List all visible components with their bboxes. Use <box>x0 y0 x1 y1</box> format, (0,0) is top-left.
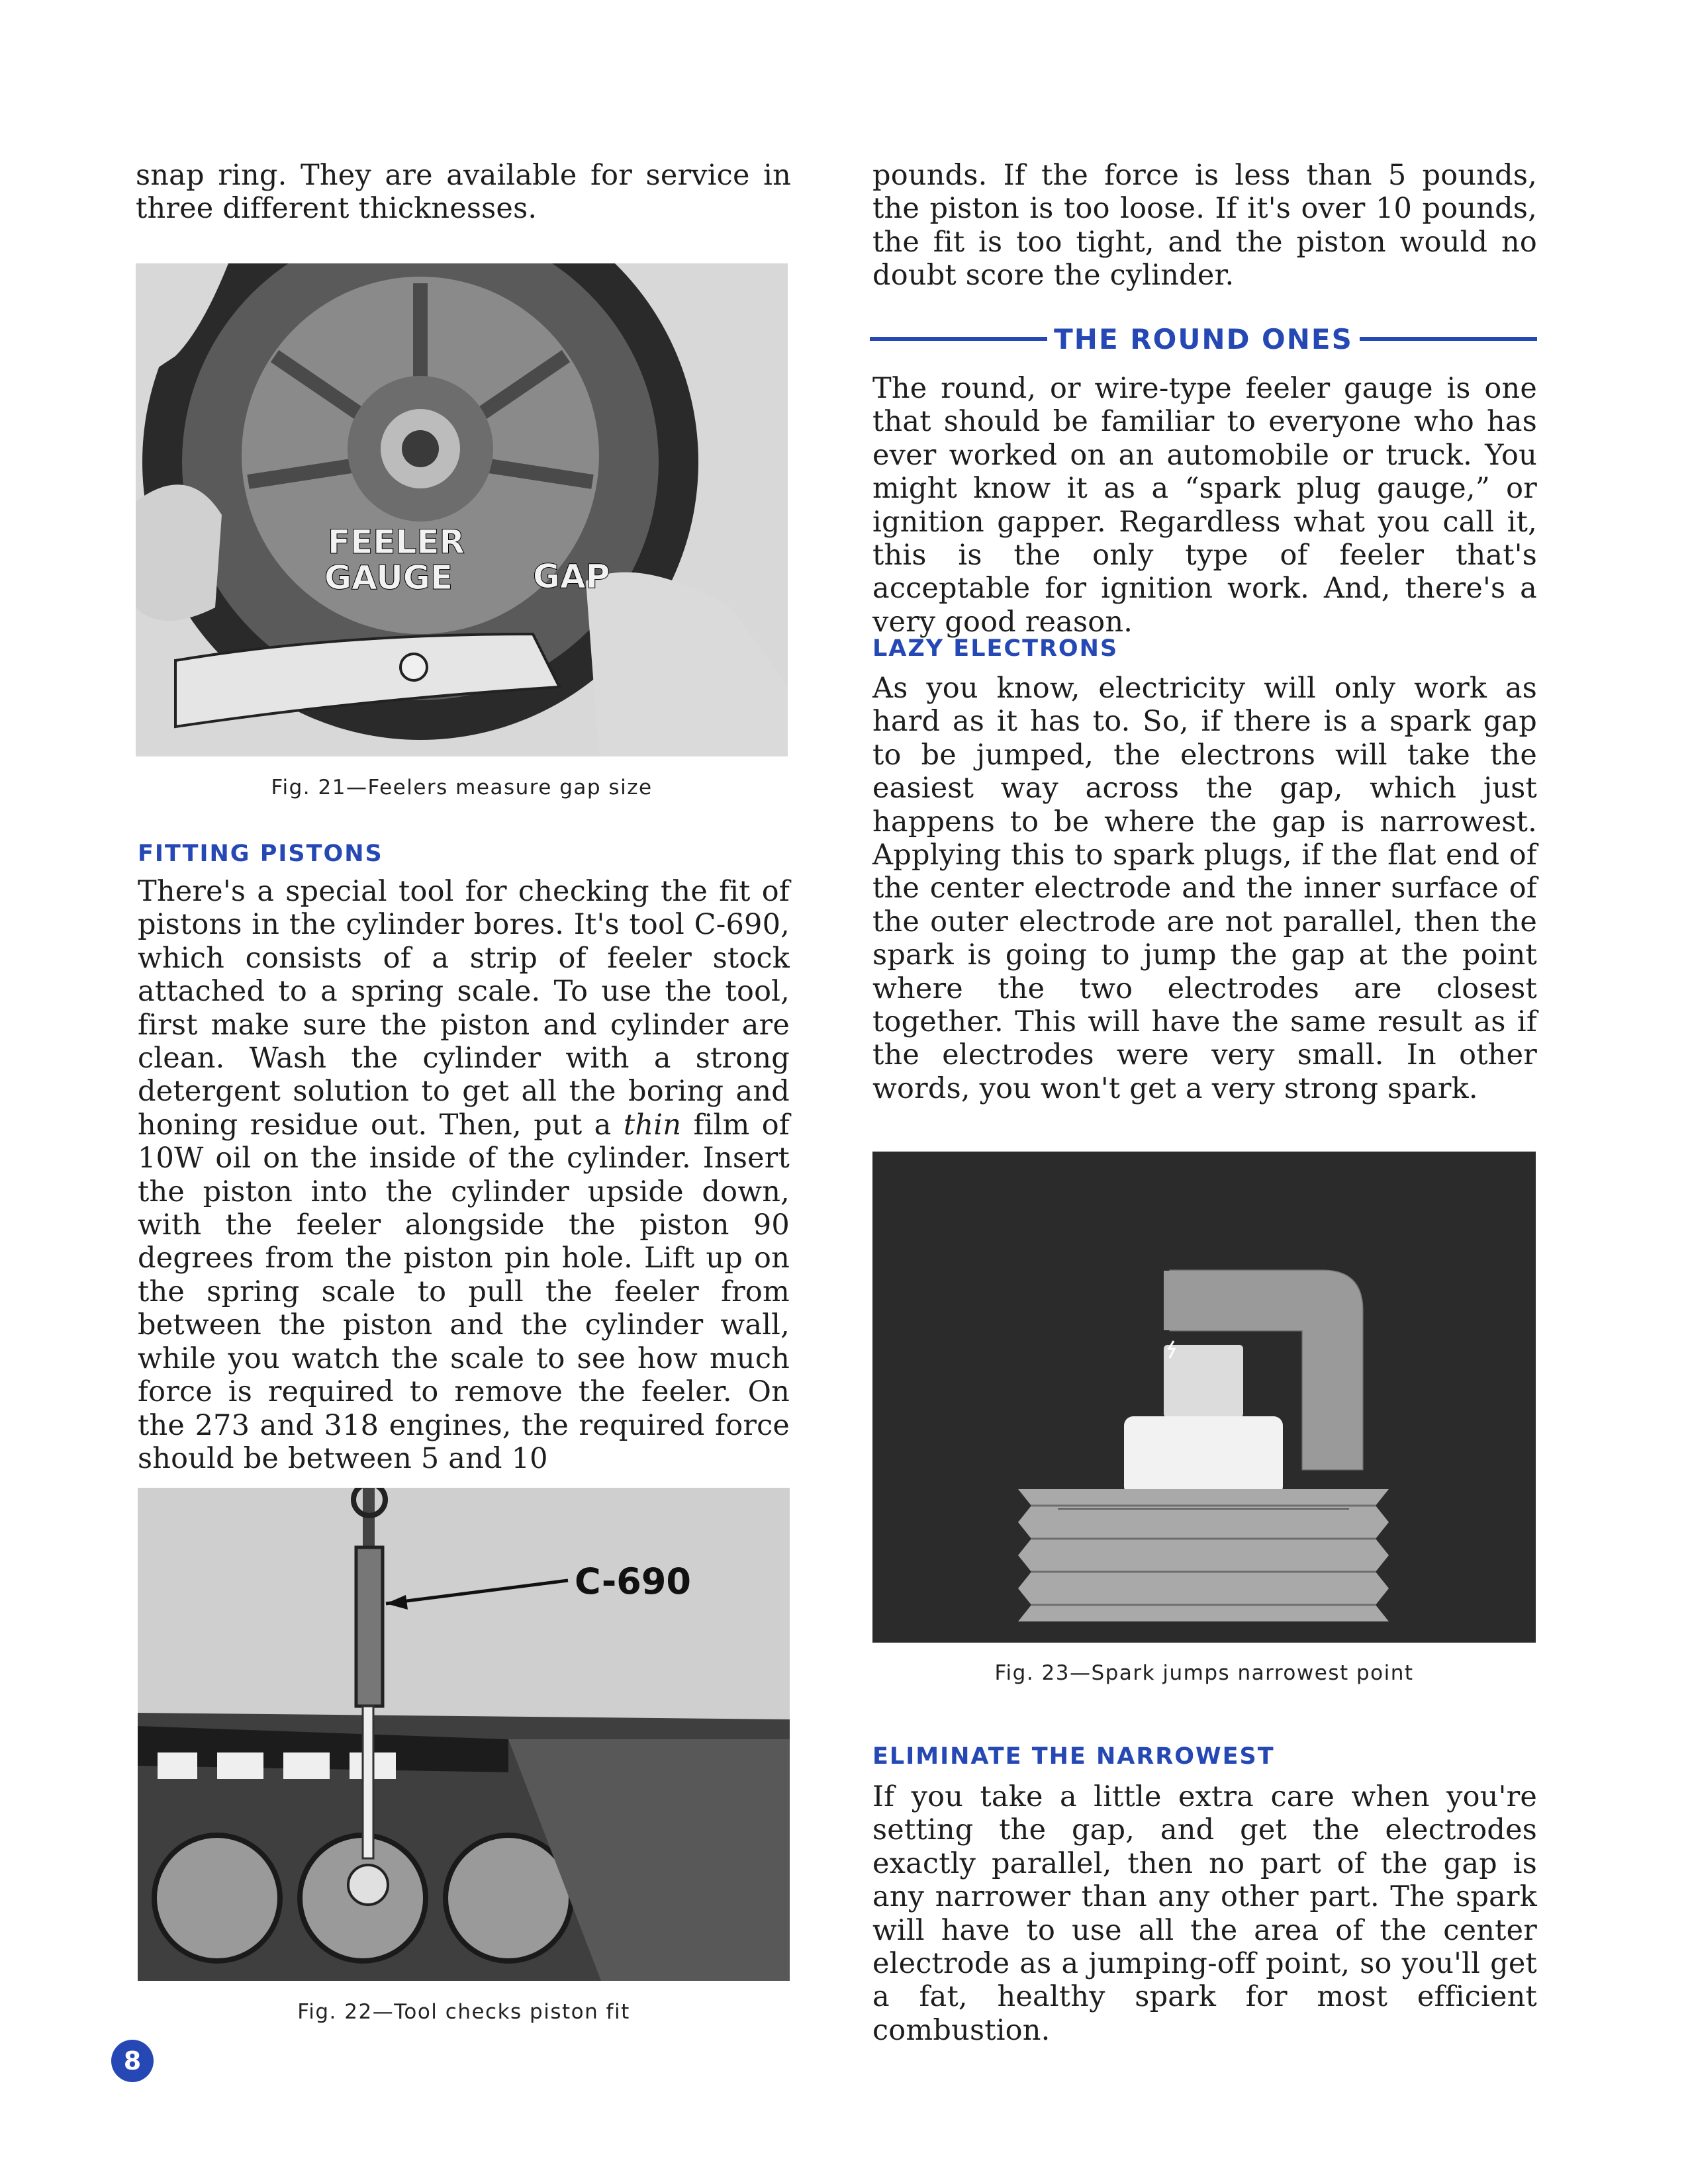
fig21-label-feeler: FEELER <box>328 523 465 561</box>
fig22-photo <box>138 1488 790 1981</box>
page-number: 8 <box>111 2040 154 2082</box>
fitting-pistons-text-1: There's a special tool for checking the fit of pistons in the cylinder bores. It's tool C-690, which consists of a strip of feeler stock attached to a spring scale. To use the tool, first make sure the piston and cylinder are clean. Wash the cylinder with a strong detergent solution to get all the boring and honing residue out. Then, put a <box>138 875 790 1142</box>
fig21-label-gap: GAP <box>533 557 610 596</box>
lazy-electrons-paragraph: As you know, electricity will only work as hard as it has to. So, if there is a spark gap to be jumped, the electrons will take the easiest way across the gap, which just happens to be where the gap is narrowest. Applying this to spark plugs, if the flat end of the center electrode and the inner surface of the outer electrode are not parallel, then the spark is going to jump the gap at the point where the two electrodes are closest together. This will have the same result as if the electrodes were very small. In other words, you won't get a very strong spark. <box>872 672 1537 1105</box>
fig21-caption: Fig. 21—Feelers measure gap size <box>271 776 653 799</box>
section-title: THE ROUND ONES <box>1054 322 1353 355</box>
section-header-round-ones <box>870 319 1537 359</box>
eliminate-heading: ELIMINATE THE NARROWEST <box>872 1743 1275 1770</box>
fig21-label-gauge: GAUGE <box>324 559 453 597</box>
lazy-electrons-heading: LAZY ELECTRONS <box>872 635 1119 662</box>
fitting-pistons-heading: FITTING PISTONS <box>138 841 383 867</box>
fitting-pistons-text-2: film of 10W oil on the inside of the cylinder. Insert the piston into the cylinder upside down, with the feeler alongside the piston 90 degrees from the piston pin hole. Lift up on the spring scale to pull the feeler from between the piston and the cylinder wall, while you watch the scale to see how much force is required to remove the feeler. On the 273 and 318 engines, the required force should be between 5 and 10 <box>138 1108 790 1475</box>
fig21-photo <box>136 263 788 756</box>
continued-paragraph: pounds. If the force is less than 5 pounds, the piston is too loose. If it's over 10 pounds, the fit is too tight, and the piston would no doubt score the cylinder. <box>872 159 1537 293</box>
fig22-label-tool: C-690 <box>575 1561 692 1602</box>
round-ones-paragraph: The round, or wire-type feeler gauge is one that should be familiar to everyone who has ever worked on an automobile or truck. You might know it as a “spark plug gauge,” or ignition gapper. Regardless what you call it, this is the only type of feeler that's acceptable for ignition work. And, there's a very good reason. <box>872 372 1537 639</box>
fitting-pistons-italic: thin <box>623 1108 682 1142</box>
fig22-caption: Fig. 22—Tool checks piston fit <box>297 2000 630 2024</box>
fig23-spark-plug-diagram <box>872 1152 1536 1643</box>
section-rule-left <box>870 337 1047 341</box>
fitting-pistons-paragraph <box>138 875 790 1475</box>
section-rule-right <box>1360 337 1537 341</box>
fig23-caption: Fig. 23—Spark jumps narrowest point <box>994 1661 1414 1685</box>
intro-paragraph: snap ring. They are available for service in three different thicknesses. <box>136 159 791 226</box>
eliminate-paragraph: If you take a little extra care when you're setting the gap, and get the electrodes exactly parallel, then no part of the gap is any narrower than any other part. The spark will have to use all the area of the center electrode as a jumping-off point, so you'll get a fat, healthy spark for most efficient combustion. <box>872 1780 1537 2047</box>
